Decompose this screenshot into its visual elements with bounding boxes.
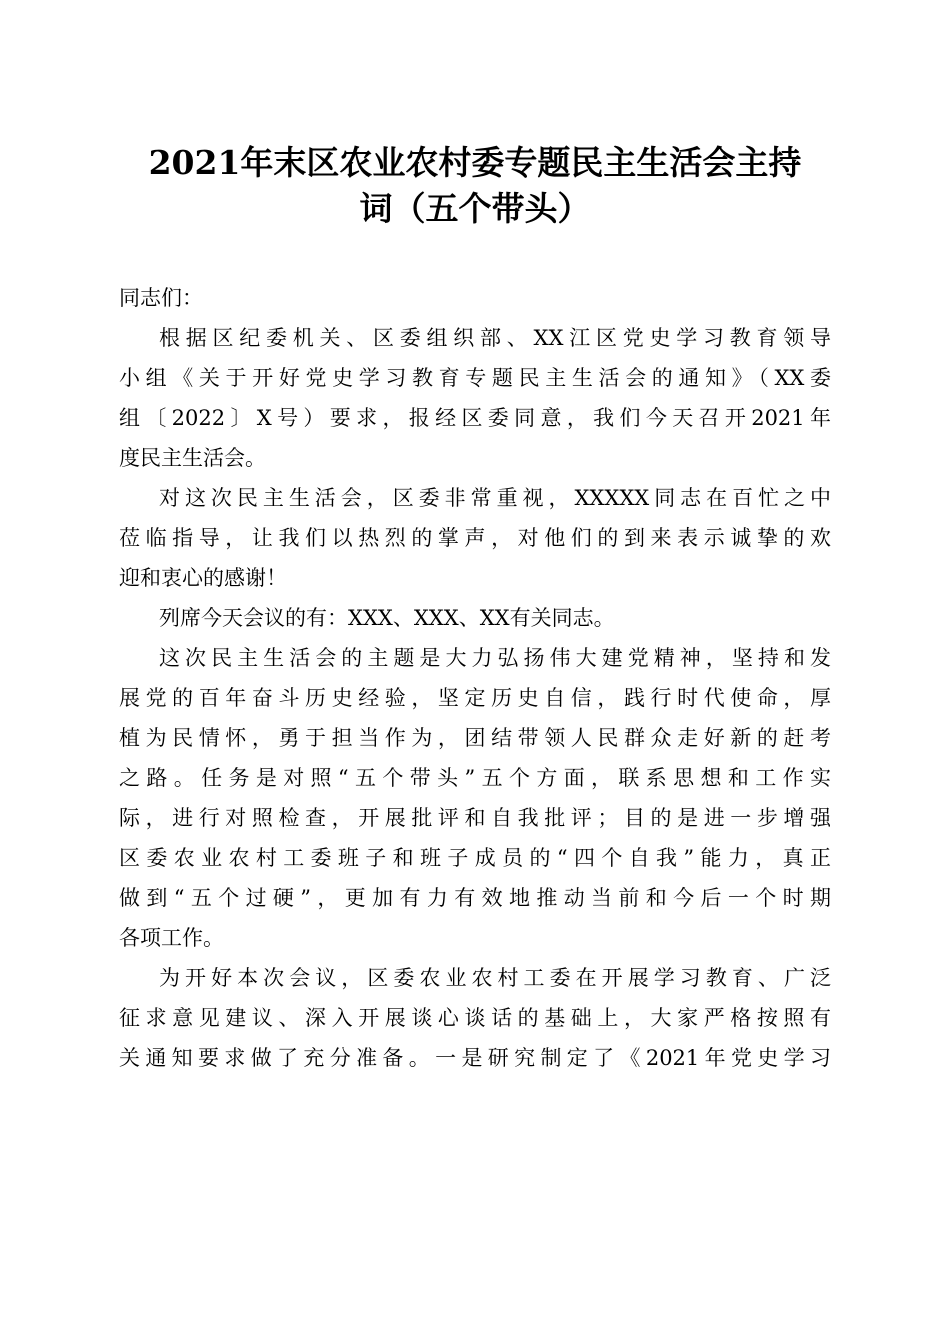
title-line-2: 词（五个带头）: [359, 189, 591, 228]
paragraph-1: [119, 318, 831, 478]
paragraph-3: [119, 598, 831, 638]
salutation: 同志们：: [119, 286, 203, 310]
paragraph-line: 关通知要求做了充分准备。一是研究制定了《2021年党史学习: [119, 1046, 831, 1070]
paragraph-2: [119, 478, 831, 598]
paragraph-line: 植为民情怀，勇于担当作为，团结带领人民群众走好新的赶考: [119, 726, 831, 750]
paragraph-line: 列席今天会议的有：XXX、XXX、XX有关同志。: [159, 606, 615, 630]
paragraph-line: 组〔2022〕X号）要求，报经区委同意，我们今天召开2021年: [119, 406, 831, 430]
paragraph-line: 展党的百年奋斗历史经验，坚定历史自信，践行时代使命，厚: [119, 686, 831, 710]
paragraph-line: 迎和衷心的感谢！: [119, 566, 287, 590]
paragraph-line: 根据区纪委机关、区委组织部、XX江区党史学习教育领导: [159, 326, 831, 350]
paragraph-line: 小组《关于开好党史学习教育专题民主生活会的通知》（XX委: [119, 366, 831, 390]
paragraph-4: [119, 638, 831, 958]
document-title: [118, 140, 832, 232]
paragraph-line: 各项工作。: [119, 926, 224, 950]
paragraph-line: 做到“五个过硬”，更加有力有效地推动当前和今后一个时期: [119, 886, 831, 910]
paragraph-line: 对这次民主生活会，区委非常重视，XXXXX同志在百忙之中: [159, 486, 831, 510]
paragraph-line: 区委农业农村工委班子和班子成员的“四个自我”能力，真正: [119, 846, 831, 870]
paragraph-line: 征求意见建议、深入开展谈心谈话的基础上，大家严格按照有: [119, 1006, 831, 1030]
document-body: [119, 278, 831, 1078]
paragraph-line: 之路。任务是对照“五个带头”五个方面，联系思想和工作实: [119, 766, 831, 790]
paragraph-line: 莅临指导，让我们以热烈的掌声，对他们的到来表示诚挚的欢: [119, 526, 831, 550]
paragraph-line: 为开好本次会议，区委农业农村工委在开展学习教育、广泛: [159, 966, 831, 990]
paragraph-5: [119, 958, 831, 1078]
paragraph-line: 际，进行对照检查，开展批评和自我批评；目的是进一步增强: [119, 806, 831, 830]
title-line-1: 2021年末区农业农村委专题民主生活会主持: [148, 143, 802, 182]
paragraph-line: 这次民主生活会的主题是大力弘扬伟大建党精神，坚持和发: [159, 646, 831, 670]
paragraph-line: 度民主生活会。: [119, 446, 266, 470]
